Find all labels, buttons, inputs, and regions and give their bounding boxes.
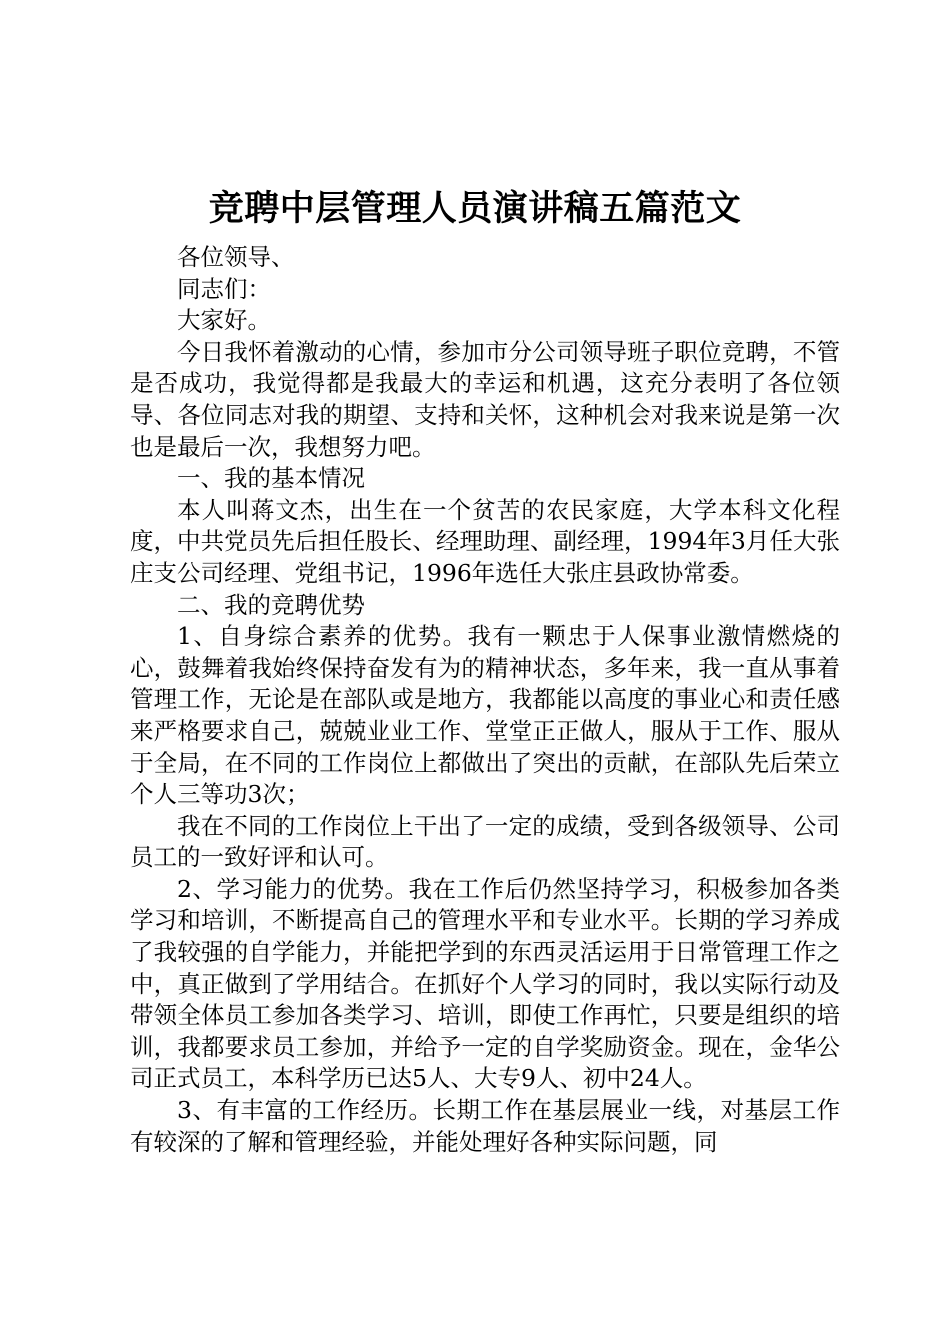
paragraph-salutation-comrades: 同志们：: [177, 274, 271, 303]
paragraph-basic-info: 本人叫蒋文杰，出生在一个贫苦的农民家庭，大学本科文化程度，中共党员先后担任股长、经理助理、副经理，1994年3月任大张庄支公司经理、党组书记，1996年选任大张庄县政协常委。: [130, 495, 840, 587]
section-heading-basic-info: 一、我的基本情况: [177, 464, 365, 493]
paragraph-advantage-1: 1、自身综合素养的优势。我有一颗忠于人保事业激情燃烧的心，鼓舞着我始终保持奋发有为的精神状态，多年来，我一直从事着管理工作，无论是在部队或是地方，我都能以高度的事业心和责任感来严格要求自己，兢兢业业工作、堂堂正正做人，服从于工作、服从于全局，在不同的工作岗位上都做出了突出的贡献，在部队先后荣立个人三等功3次；: [130, 622, 840, 809]
paragraph-salutation-leaders: 各位领导、: [177, 243, 295, 271]
paragraph-greeting: 大家好。: [177, 306, 271, 335]
document-body: [130, 242, 840, 1158]
section-heading-advantages: 二、我的竞聘优势: [177, 590, 365, 619]
document-title: 竞聘中层管理人员演讲稿五篇范文: [208, 188, 742, 229]
paragraph-achievements: 我在不同的工作岗位上干出了一定的成绩，受到各级领导、公司员工的一致好评和认可。: [130, 811, 840, 872]
paragraph-advantage-3: 3、有丰富的工作经历。长期工作在基层展业一线，对基层工作有较深的了解和管理经验，并能处理好各种实际问题，同: [130, 1096, 840, 1156]
paragraph-intro: 今日我怀着激动的心情，参加市分公司领导班子职位竞聘，不管是否成功，我觉得都是我最大的幸运和机遇，这充分表明了各位领导、各位同志对我的期望、支持和关怀，这种机会对我来说是第一次也是最后一次，我想努力吧。: [130, 337, 840, 461]
paragraph-advantage-2: 2、学习能力的优势。我在工作后仍然坚持学习，积极参加各类学习和培训，不断提高自己的管理水平和专业水平。长期的学习养成了我较强的自学能力，并能把学到的东西灵活运用于日常管理工作之中，真正做到了学用结合。在抓好个人学习的同时，我以实际行动及带领全体员工参加各类学习、培训，即使工作再忙，只要是组织的培训，我都要求员工参加，并给予一定的自学奖励资金。现在，金华公司正式员工，本科学历已达5人、大专9人、初中24人。: [130, 874, 840, 1093]
